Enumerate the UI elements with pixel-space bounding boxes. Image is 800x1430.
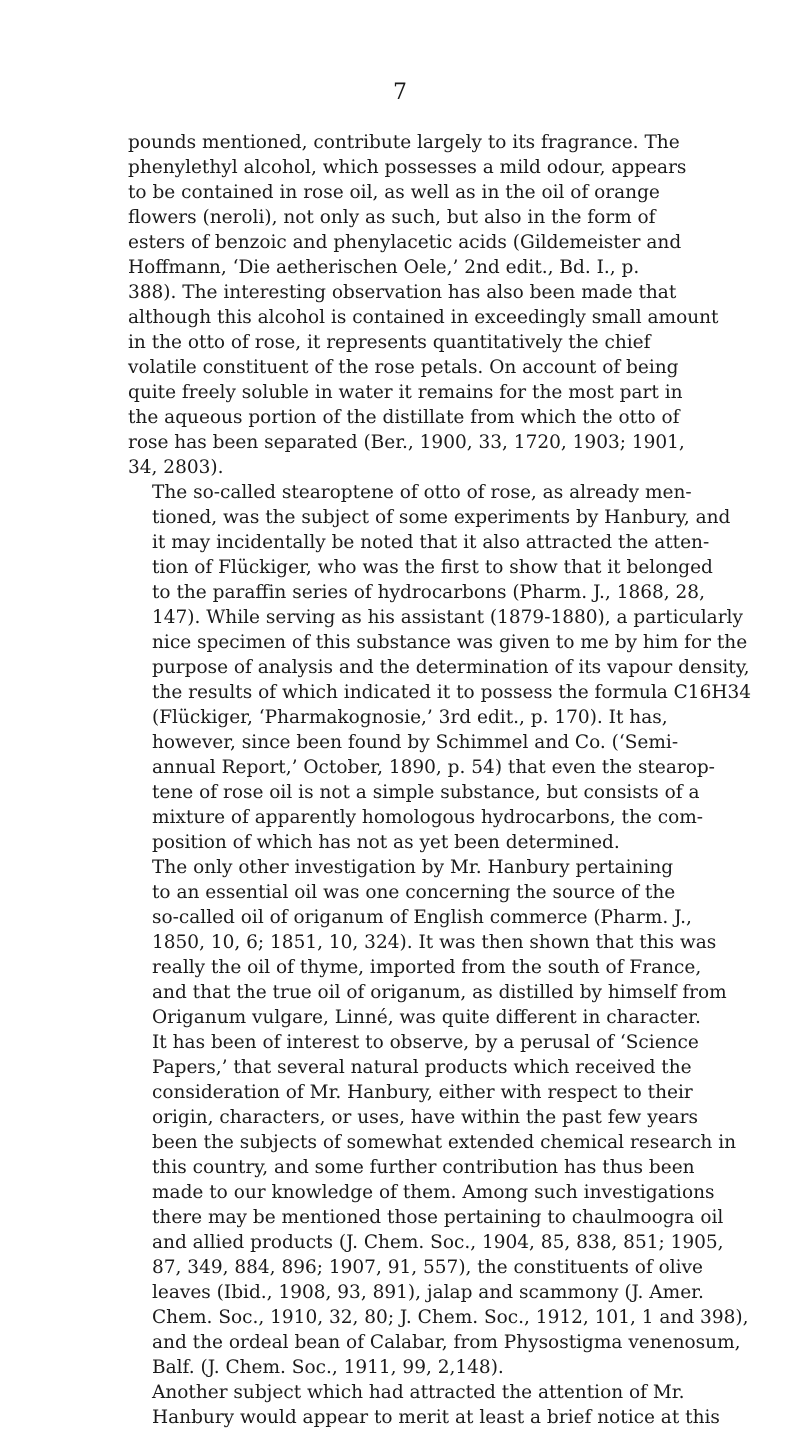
text-line: 1850, 10, 6; 1851, 10, 324). It was then shown that this was [152,932,717,953]
text-line: however, since been found by Schimmel and Co. (‘Semi- [152,732,679,753]
text-line: tion of Flückiger, who was the first to show that it belonged [152,557,713,578]
text-line: and that the true oil of origanum, as distilled by himself from [152,982,727,1003]
text-line: origin, characters, or uses, have within the past few years [152,1107,699,1128]
text-line: 34, 2803). [128,457,224,478]
text-line: Hanbury would appear to merit at least a brief notice at this [152,1407,720,1428]
text-line: volatile constituent of the rose petals. On account of being [128,357,679,378]
text-line: annual Report,’ October, 1890, p. 54) that even the stearop- [152,757,715,778]
paragraph [128,855,727,1030]
text-line: esters of benzoic and phenylacetic acids (Gildemeister and [128,232,682,253]
text-line: (Flückiger, ‘Pharmakognosie,’ 3rd edit., p. 170). It has, [152,707,668,728]
text-line: quite freely soluble in water it remains for the most part in [128,382,683,403]
text-line: The only other investigation by Mr. Hanbury pertaining [152,857,674,878]
text-line: position of which has not as yet been determined. [152,832,620,853]
paragraph [128,1380,720,1430]
text-line: Balf. (J. Chem. Soc., 1911, 99, 2,148). [152,1357,504,1378]
text-line: 87, 349, 884, 896; 1907, 91, 557), the constituents of olive [152,1257,703,1278]
text-line: to the paraffin series of hydrocarbons (Pharm. J., 1868, 28, [152,582,705,603]
text-line: it may incidentally be noted that it also attracted the atten- [152,532,710,553]
text-line: really the oil of thyme, imported from the south of France, [152,957,702,978]
text-line: the aqueous portion of the distillate from which the otto of [128,407,680,428]
text-line: there may be mentioned those pertaining to chaulmoogra oil [152,1207,724,1228]
text-line: flowers (neroli), not only as such, but also in the form of [128,207,656,228]
text-line: consideration of Mr. Hanbury, either with respect to their [152,1082,693,1103]
text-line: rose has been separated (Ber., 1900, 33, 1720, 1903; 1901, [128,432,685,453]
text-line: nice specimen of this substance was given to me by him for the [152,632,748,653]
text-line: Papers,’ that several natural products which received the [152,1057,692,1078]
text-line: Origanum vulgare, Linné, was quite different in character. [152,1007,701,1028]
text-line: Hoffmann, ‘Die aetherischen Oele,’ 2nd edit., Bd. I., p. [128,257,640,278]
text-line: The so-called stearoptene of otto of rose, as already men- [152,482,692,503]
paragraph [128,130,719,480]
text-line: the results of which indicated it to possess the formula C16H34 [152,682,752,703]
text-line: and the ordeal bean of Calabar, from Physostigma venenosum, [152,1332,741,1353]
text-line: made to our knowledge of them. Among such investigations [152,1182,715,1203]
body-text [128,130,752,1430]
text-line: phenylethyl alcohol, which possesses a mild odour, appears [128,157,687,178]
text-line: Another subject which had attracted the attention of Mr. [152,1382,685,1403]
text-line: and allied products (J. Chem. Soc., 1904, 85, 838, 851; 1905, [152,1232,724,1253]
text-line: pounds mentioned, contribute largely to its fragrance. The [128,132,680,153]
text-line: in the otto of rose, it represents quantitatively the chief [128,332,651,353]
text-line: although this alcohol is contained in exceedingly small amount [128,307,719,328]
text-line: It has been of interest to observe, by a perusal of ‘Science [152,1032,699,1053]
text-line: mixture of apparently homologous hydrocarbons, the com- [152,807,704,828]
text-line: this country, and some further contribution has thus been [152,1157,695,1178]
paragraph [128,480,752,855]
text-line: 147). While serving as his assistant (1879-1880), a particularly [152,607,743,628]
text-line: leaves (Ibid., 1908, 93, 891), jalap and scammony (J. Amer. [152,1282,704,1303]
text-line: been the subjects of somewhat extended chemical research in [152,1132,737,1153]
paragraph [128,1030,749,1380]
text-line: purpose of analysis and the determination of its vapour density, [152,657,750,678]
text-line: to be contained in rose oil, as well as in the oil of orange [128,182,660,203]
text-line: tene of rose oil is not a simple substance, but consists of a [152,782,700,803]
text-line: Chem. Soc., 1910, 32, 80; J. Chem. Soc., 1912, 101, 1 and 398), [152,1307,749,1328]
page-number: 7 [393,80,407,105]
text-line: tioned, was the subject of some experiments by Hanbury, and [152,507,731,528]
text-line: 388). The interesting observation has also been made that [128,282,677,303]
text-line: so-called oil of origanum of English commerce (Pharm. J., [152,907,692,928]
text-line: to an essential oil was one concerning the source of the [152,882,676,903]
